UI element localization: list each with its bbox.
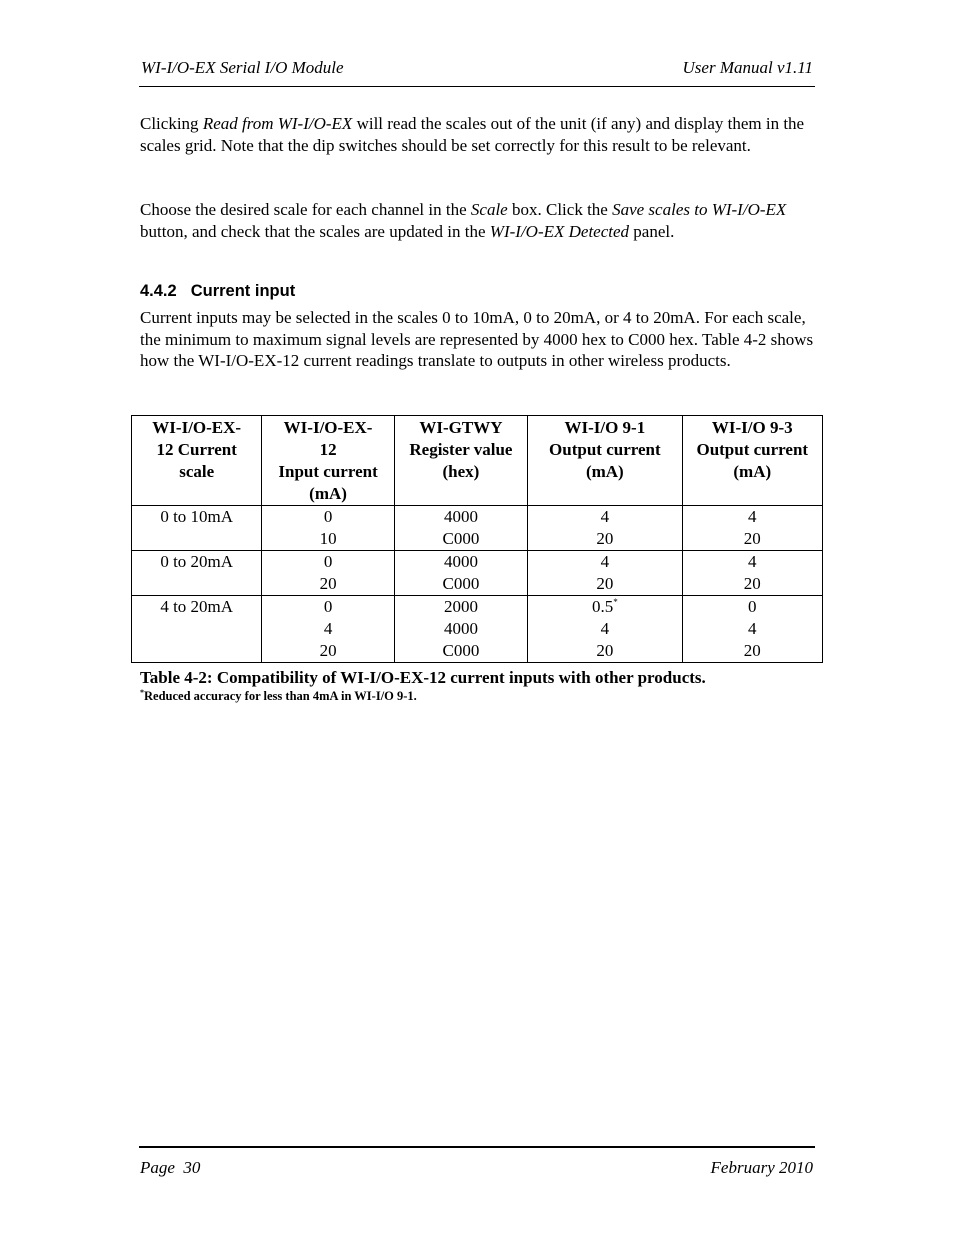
p2-scale-ref: Scale xyxy=(470,200,508,219)
p2-text-c: box. Click the xyxy=(507,200,613,219)
cell-out93: 4 20 xyxy=(682,506,822,551)
compatibility-table xyxy=(131,415,823,663)
table-row xyxy=(132,551,823,596)
page-header xyxy=(139,56,815,87)
cell-scale: 0 to 20mA xyxy=(132,551,262,596)
cell-scale: 4 to 20mA xyxy=(132,596,262,663)
p2-detected-panel-ref: WI-I/O-EX Detected xyxy=(489,221,630,241)
read-scales-paragraph xyxy=(140,113,816,156)
header-register-value: WI-GTWY Register value (hex) xyxy=(394,416,527,506)
header-output-9-1: WI-I/O 9-1 Output current (mA) xyxy=(528,416,682,506)
table-row xyxy=(132,506,823,551)
p1-text-a: Clicking xyxy=(140,114,203,133)
cell-out91: 4 20 xyxy=(528,506,682,551)
p1-read-button-ref: Read from WI-I/O-EX xyxy=(202,114,353,133)
header-output-9-3: WI-I/O 9-3 Output current (mA) xyxy=(682,416,822,506)
save-scales-paragraph xyxy=(140,199,816,242)
header-input-current: WI-I/O-EX- 12 Input current (mA) xyxy=(262,416,394,506)
cell-out93: 4 20 xyxy=(682,551,822,596)
current-input-paragraph: Current inputs may be selected in the scales 0 to 10mA, 0 to 20mA, or 4 to 20mA. For each scale, the minimum to maximum signal levels are represented by 4000 hex to C000 hex. Table 4-2 shows how the WI-I/O-EX-12 current readings translate to outputs in other wireless products. xyxy=(140,308,814,370)
p2-text-a: Choose the desired scale for each channel in the xyxy=(140,200,471,219)
table-footnote xyxy=(140,689,417,704)
cell-input: 0 4 20 xyxy=(262,596,394,663)
header-title: WI-I/O-EX Serial I/O Module xyxy=(141,58,344,77)
table-row xyxy=(132,596,823,663)
page-number: Page 30 xyxy=(140,1158,201,1177)
footnote-marker: * xyxy=(613,597,618,607)
cell-input: 0 10 xyxy=(262,506,394,551)
cell-input: 0 20 xyxy=(262,551,394,596)
section-number: 4.4.2 xyxy=(140,282,177,300)
p2-text-e: button, and check that the scales are updated in the xyxy=(140,221,490,241)
cell-out91: 0.5* 4 20 xyxy=(528,596,682,663)
cell-out93: 0 4 20 xyxy=(682,596,822,663)
cell-register: 4000 C000 xyxy=(394,551,527,596)
table-header-row xyxy=(132,416,823,506)
header-version: User Manual v1.11 xyxy=(682,58,813,77)
cell-register: 4000 C000 xyxy=(394,506,527,551)
cell-scale: 0 to 10mA xyxy=(132,506,262,551)
section-title: Current input xyxy=(190,282,296,300)
section-heading xyxy=(140,282,295,301)
header-current-scale: WI-I/O-EX- 12 Current scale xyxy=(132,416,262,506)
p1-text-c: will read the scales out of the unit (if any) and display them in the scales grid. Note that the dip switches should be set correctly for this result to be relevant. xyxy=(140,114,805,155)
p2-text-g: panel. xyxy=(629,221,675,241)
cell-register: 2000 4000 C000 xyxy=(394,596,527,663)
footnote-mark: * xyxy=(140,688,144,697)
cell-out91: 4 20 xyxy=(528,551,682,596)
footnote-text: Reduced accuracy for less than 4mA in WI-I/O 9-1. xyxy=(144,689,417,703)
p2-save-button-ref: Save scales to WI-I/O-EX xyxy=(612,200,787,219)
table-caption: Table 4-2: Compatibility of WI-I/O-EX-12 current inputs with other products. xyxy=(140,668,706,687)
page-footer xyxy=(139,1146,815,1178)
footer-date: February 2010 xyxy=(710,1158,813,1177)
